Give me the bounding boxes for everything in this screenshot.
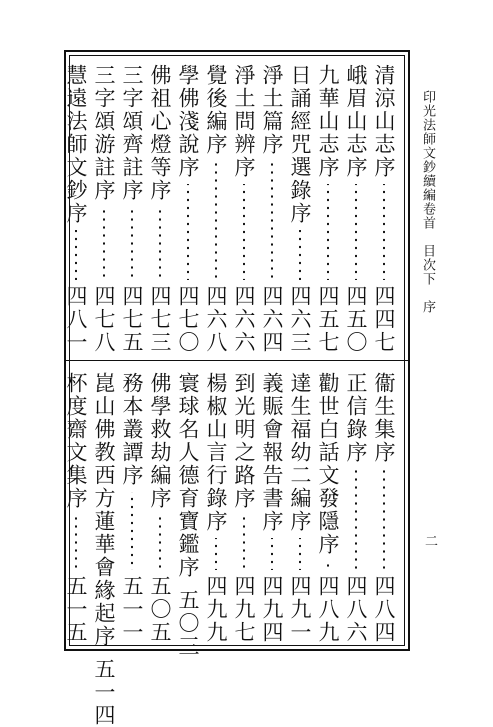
toc-entry-title: 崑山佛教西方蓮華會緣起序 xyxy=(92,372,116,648)
dot-leader xyxy=(299,538,301,570)
dot-leader xyxy=(159,207,161,280)
dot-leader xyxy=(271,538,273,570)
toc-entry-page: 四九四 xyxy=(260,575,284,644)
dot-leader xyxy=(271,161,273,280)
toc-entry-page: 四五七 xyxy=(316,285,340,354)
toc-entry[interactable] xyxy=(258,372,286,644)
toc-entry[interactable] xyxy=(286,372,314,644)
dot-leader xyxy=(131,207,133,280)
toc-entry[interactable] xyxy=(146,64,174,354)
toc-entry-title: 日誦經咒選錄序 xyxy=(288,64,312,225)
dot-leader xyxy=(299,230,301,280)
dot-leader xyxy=(383,184,385,280)
toc-entry-page: 四六八 xyxy=(204,285,228,354)
toc-entry[interactable] xyxy=(62,372,90,644)
toc-entry[interactable] xyxy=(90,64,118,354)
toc-entry[interactable] xyxy=(286,64,314,354)
toc-entry-page: 四六三 xyxy=(288,285,312,354)
toc-entry[interactable] xyxy=(118,372,146,644)
page-number: 二 xyxy=(422,534,437,547)
toc-entry[interactable] xyxy=(314,64,342,354)
toc-entry[interactable] xyxy=(370,64,398,354)
dot-leader xyxy=(159,515,161,570)
toc-entry-page: 四九一 xyxy=(288,575,312,644)
toc-top-columns xyxy=(64,64,398,354)
toc-entry[interactable] xyxy=(230,64,258,354)
toc-entry-title: 勸世白話文發隱序 xyxy=(316,372,340,556)
toc-entry-page: 四八四 xyxy=(372,575,396,644)
dot-leader xyxy=(327,561,329,570)
dot-leader xyxy=(243,184,245,280)
toc-entry[interactable] xyxy=(342,372,370,644)
section-label: 目次下 xyxy=(420,244,435,286)
toc-bottom-section xyxy=(64,372,398,727)
toc-entry[interactable] xyxy=(314,372,342,644)
dot-leader xyxy=(103,207,105,280)
toc-entry[interactable] xyxy=(202,64,230,354)
dot-leader xyxy=(75,230,77,280)
toc-entry-title: 杯度齋文集序 xyxy=(64,372,88,510)
toc-entry[interactable] xyxy=(146,372,174,644)
toc-entry[interactable] xyxy=(90,372,118,727)
toc-entry-page: 五一一 xyxy=(120,575,144,644)
toc-entry-page: 五一四 xyxy=(92,658,116,727)
toc-entry-title: 清涼山志序 xyxy=(372,64,396,179)
book-title: 印光法師文鈔續編卷首 xyxy=(420,90,435,230)
toc-entry-title: 淨土篇序 xyxy=(260,64,284,156)
dot-leader xyxy=(75,515,77,570)
toc-entry-title: 到光明之路序 xyxy=(232,372,256,510)
dot-leader xyxy=(131,492,133,570)
toc-entry[interactable] xyxy=(62,64,90,354)
toc-top-section xyxy=(64,64,398,354)
running-header xyxy=(414,90,440,314)
dot-leader xyxy=(383,469,385,570)
toc-entry-title: 三字頌游註序 xyxy=(92,64,116,202)
dot-leader xyxy=(215,161,217,280)
toc-entry-page: 四九九 xyxy=(204,575,228,644)
toc-entry-title: 峨眉山志序 xyxy=(344,64,368,179)
toc-entry[interactable] xyxy=(118,64,146,354)
toc-entry-title: 九華山志序 xyxy=(316,64,340,179)
toc-entry-title: 淨土問辨序 xyxy=(232,64,256,179)
toc-bottom-columns xyxy=(64,372,398,727)
toc-entry-title: 學佛淺說序 xyxy=(176,64,200,179)
toc-entry-title: 楊椒山言行錄序 xyxy=(204,372,228,533)
toc-entry-page: 四六四 xyxy=(260,285,284,354)
toc-entry-page: 四八九 xyxy=(316,575,340,644)
toc-entry-title: 正信錄序 xyxy=(344,372,368,464)
dot-leader xyxy=(243,515,245,570)
toc-entry-title: 佛學救劫編序 xyxy=(148,372,172,510)
dot-leader xyxy=(215,538,217,570)
toc-entry[interactable] xyxy=(370,372,398,644)
toc-entry-title: 覺後編序 xyxy=(204,64,228,156)
toc-entry-page: 四七五 xyxy=(120,285,144,354)
toc-entry-title: 寰球名人德育寶鑑序 xyxy=(176,372,200,579)
toc-entry[interactable] xyxy=(258,64,286,354)
toc-entry-page: 四六六 xyxy=(232,285,256,354)
toc-entry-title: 三字頌齊註序 xyxy=(120,64,144,202)
dot-leader xyxy=(355,184,357,280)
toc-entry-page: 五一五 xyxy=(64,575,88,644)
toc-entry-title: 義賑會報告書序 xyxy=(260,372,284,533)
toc-entry[interactable] xyxy=(202,372,230,644)
section-divider xyxy=(66,360,408,361)
toc-entry-page: 五〇五 xyxy=(148,575,172,644)
toc-frame xyxy=(64,50,410,727)
toc-entry-page: 四七三 xyxy=(148,285,172,354)
dot-leader xyxy=(187,184,189,280)
toc-entry-title: 達生福幼二編序 xyxy=(288,372,312,533)
toc-entry-page: 四七八 xyxy=(92,285,116,354)
dot-leader xyxy=(327,184,329,280)
toc-entry-page: 四八六 xyxy=(344,575,368,644)
toc-entry-title: 佛祖心燈等序 xyxy=(148,64,172,202)
toc-entry-page: 四四七 xyxy=(372,285,396,354)
toc-entry-page: 四五〇 xyxy=(344,285,368,354)
toc-entry[interactable] xyxy=(174,372,202,658)
toc-entry-title: 衞生集序 xyxy=(372,372,396,464)
toc-entry-title: 慧遠法師文鈔序 xyxy=(64,64,88,225)
category-label: 序 xyxy=(420,300,435,314)
toc-entry-page: 四七〇 xyxy=(176,285,200,354)
toc-entry[interactable] xyxy=(342,64,370,354)
dot-leader xyxy=(355,469,357,570)
toc-entry-page: 四九七 xyxy=(232,575,256,644)
toc-entry-page: 四八一 xyxy=(64,285,88,354)
toc-entry-page: 五〇三 xyxy=(176,589,200,658)
toc-entry[interactable] xyxy=(174,64,202,354)
toc-entry-title: 務本叢譚序 xyxy=(120,372,144,487)
toc-entry[interactable] xyxy=(230,372,258,644)
